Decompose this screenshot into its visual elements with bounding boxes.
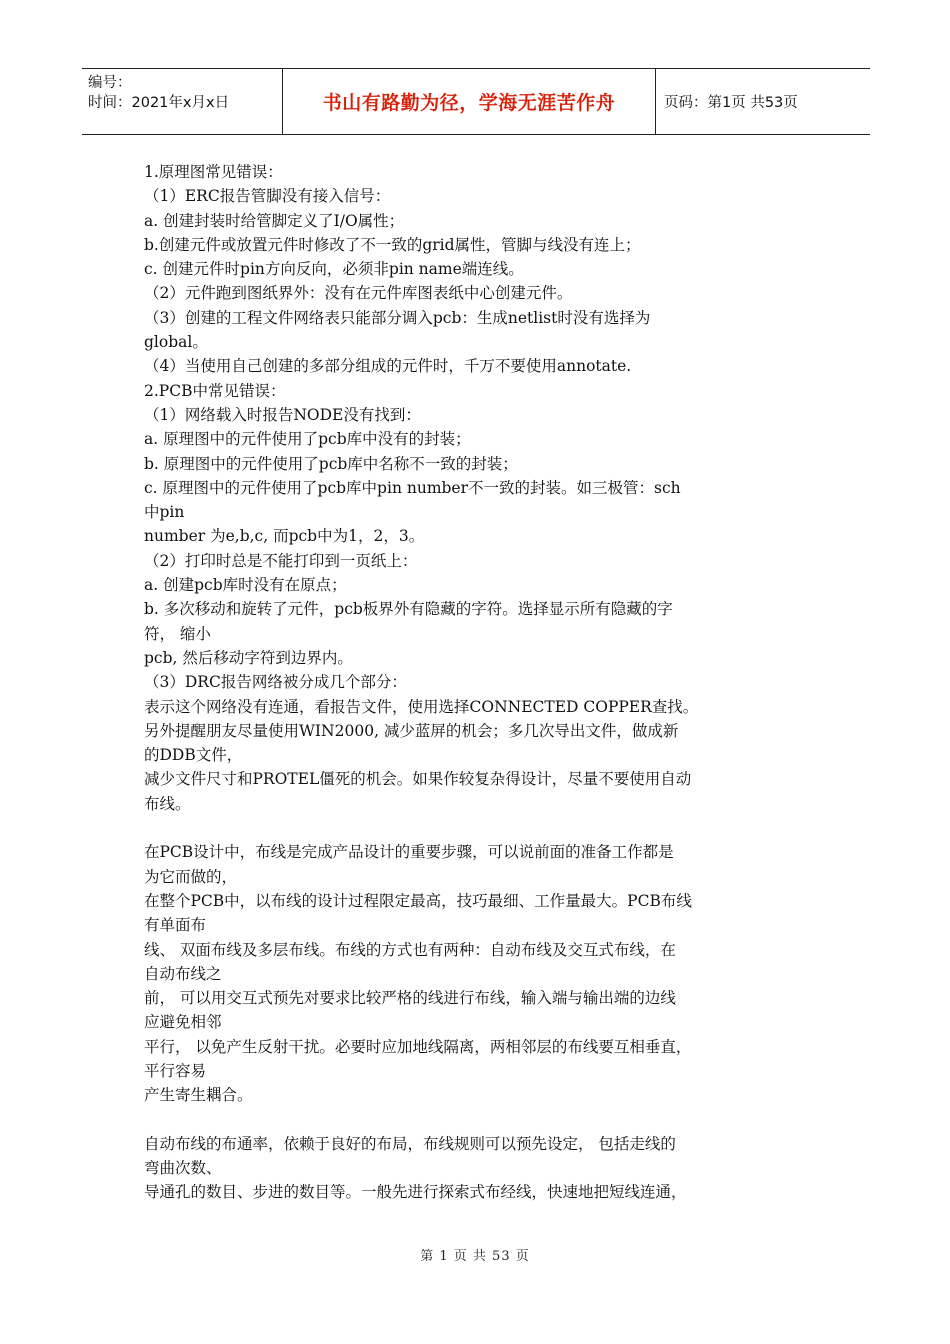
header-page-info: 页码：第1页 共53页 [664, 95, 798, 111]
header-number-label: 编号： [88, 75, 132, 91]
text-line: a. 创建封装时给管脚定义了I/O属性； [144, 211, 405, 230]
text-line: c. 创建元件时pin方向反向，必须非pin name端连线。 [144, 260, 524, 279]
text-line: 2.PCB中常见错误： [144, 381, 286, 400]
text-line: 符， 缩小 [144, 624, 211, 643]
text-line: 减少文件尺寸和PROTEL僵死的机会。如果作较复杂得设计，尽量不要使用自动 [144, 770, 692, 789]
blank-line [144, 1108, 824, 1132]
page-footer [0, 1245, 950, 1264]
text-line: 平行容易 [144, 1061, 207, 1080]
text-line: number 为e,b,c, 而pcb中为1，2，3。 [144, 527, 425, 546]
header-meta-cell [82, 69, 282, 134]
text-line: （2）元件跑到图纸界外：没有在元件库图表纸中心创建元件。 [144, 284, 573, 303]
text-line: 在PCB设计中，布线是完成产品设计的重要步骤，可以说前面的准备工作都是 [144, 843, 674, 862]
footer-page-number: 第 1 页 共 53 页 [420, 1249, 530, 1264]
text-line: （1）ERC报告管脚没有接入信号： [144, 187, 391, 206]
text-line: pcb, 然后移动字符到边界内。 [144, 648, 353, 667]
text-line: a. 创建pcb库时没有在原点； [144, 576, 347, 595]
text-line: 前， 可以用交互式预先对要求比较严格的线进行布线，输入端与输出端的边线 [144, 989, 676, 1008]
text-line: b. 原理图中的元件使用了pcb库中名称不一致的封装； [144, 454, 518, 473]
header-page-cell [656, 69, 870, 134]
text-line: 平行， 以免产生反射干扰。必要时应加地线隔离，两相邻层的布线要互相垂直， [144, 1037, 692, 1056]
text-line: 产生寄生耦合。 [144, 1086, 253, 1105]
text-line: 应避免相邻 [144, 1013, 222, 1032]
text-line: 线、 双面布线及多层布线。布线的方式也有两种：自动布线及交互式布线，在 [144, 940, 676, 959]
text-line: （1）网络载入时报告NODE没有找到： [144, 405, 421, 424]
header-date-label: 时间：2021年x月x日 [88, 95, 230, 111]
text-line: 为它而做的， [144, 867, 238, 886]
text-line: 表示这个网络没有连通，看报告文件，使用选择CONNECTED COPPER查找。 [144, 697, 699, 716]
text-line: b.创建元件或放置元件时修改了不一致的grid属性，管脚与线没有连上； [144, 235, 641, 254]
text-line: （2）打印时总是不能打印到一页纸上： [144, 551, 418, 570]
text-line: c. 原理图中的元件使用了pcb库中pin number不一致的封装。如三极管：sch [144, 478, 681, 497]
text-line: 自动布线之 [144, 964, 222, 983]
text-line: （4）当使用自己创建的多部分组成的元件时，千万不要使用annotate. [144, 357, 632, 376]
header-motto-cell [282, 69, 656, 134]
text-line: b. 多次移动和旋转了元件，pcb板界外有隐藏的字符。选择显示所有隐藏的字 [144, 600, 673, 619]
text-line: （3）DRC报告网络被分成几个部分： [144, 673, 407, 692]
text-line: 1.原理图常见错误： [144, 163, 283, 181]
text-line: （3）创建的工程文件网络表只能部分调入pcb：生成netlist时没有选择为 [144, 308, 651, 327]
text-line: 中pin [144, 503, 185, 522]
text-line: 导通孔的数目、步进的数目等。一般先进行探索式布经线，快速地把短线连通， [144, 1183, 687, 1202]
blank-line [144, 816, 824, 840]
text-line: 另外提醒朋友尽量使用WIN2000, 减少蓝屏的机会；多几次导出文件，做成新 [144, 721, 679, 740]
text-line: 弯曲次数、 [144, 1159, 222, 1178]
text-line: 有单面布 [144, 916, 207, 935]
header-motto: 书山有路勤为径，学海无涯苦作舟 [322, 92, 616, 114]
text-line: 布线。 [144, 794, 191, 813]
document-body [144, 160, 824, 1205]
text-line: global。 [144, 333, 208, 352]
document-header [82, 68, 870, 135]
text-line: 在整个PCB中，以布线的设计过程限定最高，技巧最细、工作量最大。PCB布线 [144, 891, 692, 910]
text-line: 自动布线的布通率，依赖于良好的布局，布线规则可以预先设定， 包括走线的 [144, 1134, 676, 1153]
text-line: 的DDB文件， [144, 746, 243, 765]
text-line: a. 原理图中的元件使用了pcb库中没有的封装； [144, 430, 471, 449]
